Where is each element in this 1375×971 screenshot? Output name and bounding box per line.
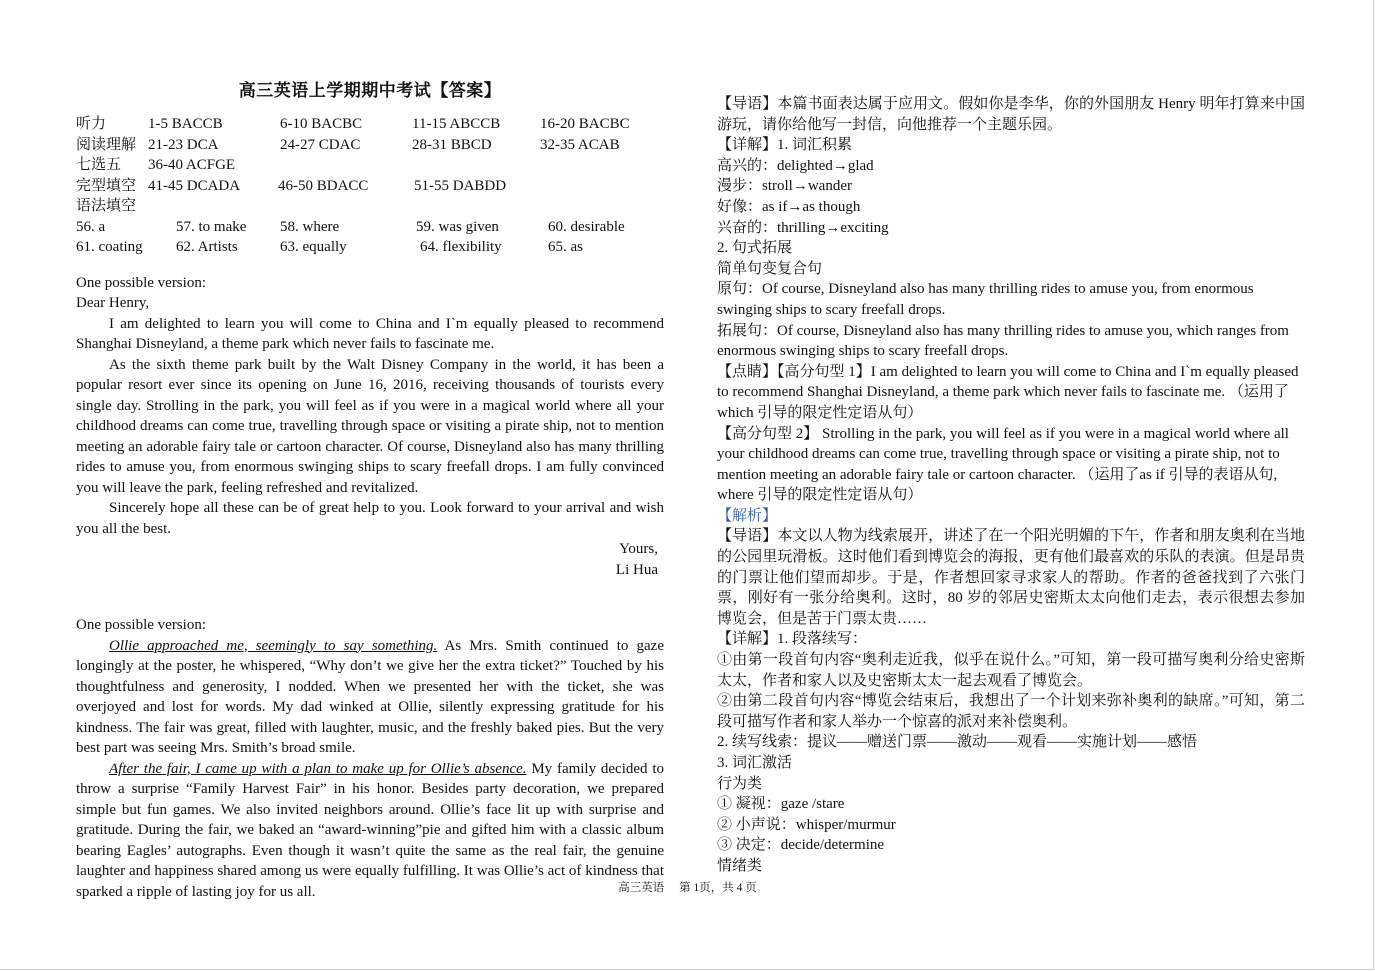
answer-row-reading: [76, 135, 664, 156]
essay2-lead-sentence: Ollie approached me, seemingly to say something.: [109, 637, 438, 654]
answer-row-cloze: [76, 176, 664, 197]
answer-cell: 61. coating: [76, 239, 143, 255]
answer-row-listening: [76, 114, 664, 135]
answer-cell: 60. desirable: [548, 218, 625, 235]
action-item: ② 小声说：whisper/murmur: [717, 816, 896, 833]
answer-cell: 57. to make: [176, 218, 247, 235]
answer-label: 语法填空: [76, 198, 137, 214]
vocab-item: 好像：as if→as though: [717, 198, 861, 215]
answer-cell: 46-50 BDACC: [278, 177, 369, 194]
answer-label: 七选五: [76, 157, 122, 173]
answer-cell: 59. was given: [416, 218, 499, 235]
essay2-lead-sentence: After the fair, I came up with a plan to make up for Ollie’s absence.: [109, 760, 527, 777]
essay1-greeting: Dear Henry,: [76, 295, 150, 311]
answer-cell: 6-10 BACBC: [280, 116, 363, 132]
essay1-closing: Yours,: [619, 541, 658, 557]
answer-row-grammar-2: [76, 237, 664, 258]
essay2-heading: One possible version:: [76, 617, 206, 633]
answer-cell: 62. Artists: [176, 239, 238, 255]
continuation-clues: 2. 续写线索：提议——赠送门票——激动——观看——实施计划——感悟: [717, 734, 1198, 751]
vocab-activation-heading: 3. 词汇激活: [717, 755, 793, 771]
essay1-paragraph: Sincerely hope all these can be of great help to you. Look forward to your arrival and wish you all the best.: [76, 500, 664, 537]
action-item: ③ 决定：decide/determine: [717, 837, 885, 854]
answer-cell: 41-45 DCADA: [148, 177, 241, 194]
action-category-heading: 行为类: [717, 775, 763, 792]
essay1-heading: One possible version:: [76, 274, 206, 291]
analysis-guide-2: 【导语】本文以人物为线索展开，讲述了在一个阳光明媚的下午，作者和朋友奥利在当地的公园里玩滑板。这时他们看到博览会的海报，更有他们最喜欢的乐队的表演。但是昂贵的门票让他们望而却步。于是，作者想回家寻求家人的帮助。作者的爸爸找到了六张门票，刚好有一张分给奥利。这时，80 岁的邻居史密斯太太向他们走去，表示很想去参加博览会，但是苦于门票太贵……: [717, 528, 1305, 627]
answer-row-seven-choice: [76, 155, 664, 176]
original-sentence: 原句：Of course, Disneyland also has many thrilling rides to amuse you, from enormous swinging ships to scary freefall drops.: [717, 281, 1254, 318]
emotion-category-heading: 情绪类: [717, 857, 763, 874]
answer-cell: 51-55 DABDD: [414, 177, 507, 194]
essay2-paragraph: [76, 636, 664, 759]
jiexi-heading: 【解析】: [717, 507, 778, 524]
vocab-item: 高兴的：delighted→glad: [717, 157, 874, 174]
highlight-sentence-2: 【高分句型 2】 Strolling in the park, you will feel as if you were in a magical world where all your childhood dreams can come true, travelling through space or visiting a pirate ship, not to mention meeting an adorable fairy tale or cartoon character. （运用了as if 引导的表语从句, where 引导的限定性定语从句）: [717, 425, 1289, 504]
answer-cell: 32-35 ACAB: [540, 136, 620, 153]
sentence-subheading: 简单句变复合句: [717, 260, 823, 277]
essay1-paragraph: I am delighted to learn you will come to China and I`m equally pleased to recommend Shanghai Disneyland, a theme park which never fails to fascinate me.: [76, 315, 664, 352]
vocab-item: 兴奋的：thrilling→exciting: [717, 219, 889, 236]
expanded-sentence: 拓展句：Of course, Disneyland also has many thrilling rides to amuse you, which ranges from enormous swinging ships to scary freefall drops.: [717, 322, 1289, 360]
paragraph-note: ②由第二段首句内容“博览会结束后，我想出了一个计划来弥补奥利的缺席。”可知，第二段可描写作者和家人举办一个惊喜的派对来补偿奥利。: [717, 693, 1305, 730]
sentence-heading: 2. 句式拓展: [717, 240, 793, 257]
answer-cell: 21-23 DCA: [148, 136, 219, 153]
answer-cell: 64. flexibility: [420, 239, 502, 255]
answer-label: 听力: [76, 116, 107, 132]
answer-cell: 1-5 BACCB: [148, 116, 223, 132]
answer-cell: 58. where: [280, 218, 340, 235]
answer-cell: 65. as: [548, 239, 583, 255]
essay1-paragraph: As the sixth theme park built by the Walt Disney Company in the world, it has been a popular resort ever since its opening on June 16, 2016, receiving thousands of tourists every single day. Strolling in the park, you will feel as if you were in a magical world where all your childhood dreams can come true, travelling through space or visiting a pirate ship, not to mention meeting an adorable fairy tale or cartoon character. Of course, Disneyland also has many thrilling rides to amuse you, from enormous swinging ships to scary freefall drops. I am fully convinced you will leave the park, feeling refreshed and revitalized.: [76, 356, 664, 496]
answer-cell: 36-40 ACFGE: [148, 157, 236, 173]
footer-subject: 高三英语: [618, 882, 665, 894]
answer-cell: 24-27 CDAC: [280, 136, 361, 153]
answer-cell: 56. a: [76, 218, 106, 235]
page-footer: [0, 879, 1375, 895]
essay2-body: As Mrs. Smith continued to gaze longingly at the poster, he whispered, “Why don’t we give her the extra ticket?” Touched by his thoughtfulness and generosity, I nodded. When we presented her with the ticket, she was overjoyed and lost for words. My dad winked at Ollie, silently expressing gratitude for his kindness. The fair was great, filled with laughter, music, and the freshly baked pies. But the very best part was seeing Mrs. Smith’s broad smile.: [76, 637, 664, 756]
answer-cell: 63. equally: [280, 239, 347, 255]
vocab-item: 漫步：stroll→wander: [717, 178, 852, 195]
paragraph-note: ①由第一段首句内容“奥利走近我，似乎在说什么。”可知，第一段可描写奥利分给史密斯太太，作者和家人以及史密斯太太一起去观看了博览会。: [717, 652, 1305, 689]
page-title: 高三英语上学期期中考试【答案】: [238, 81, 502, 100]
grammar-label-row: [76, 196, 664, 217]
left-column: [76, 114, 664, 902]
essay2-body: My family decided to throw a surprise “Family Harvest Fair” in his honor. Besides party decoration, we prepared simple but fun games. We also invited neighbors around. Ollie’s face lit up with surprise and gratitude. During the fair, we baked an “award-winning”pie and gifted him with a classic album bearing Eagles’ autographs. Even though it wasn’t quite the same as the real fair, the genuine laughter and happiness shared among us were equally fulfilling. It was Ollie’s act of kindness that sparked a ripple of lasting joy for us all.: [76, 760, 664, 900]
answer-label: 阅读理解: [76, 136, 137, 153]
essay1-signature: Li Hua: [615, 561, 658, 578]
answer-cell: 28-31 BBCD: [412, 136, 492, 153]
analysis-detail-heading-2: 【详解】1. 段落续写：: [717, 631, 868, 648]
answer-label: 完型填空: [76, 177, 137, 194]
right-column: [717, 94, 1305, 877]
highlight-sentence-1: 【点睛】【高分句型 1】I am delighted to learn you will come to China and I`m equally pleased to recommend Shanghai Disneyland, a theme park which never fails to fascinate me. （运用了 which 引导的限定性定语从句）: [717, 363, 1299, 421]
answer-cell: 16-20 BACBC: [540, 116, 630, 132]
answer-row-grammar-1: [76, 217, 664, 238]
footer-page-number: 第 1页，共 4 页: [679, 882, 757, 894]
action-item: ① 凝视：gaze /stare: [717, 796, 845, 813]
answer-cell: 11-15 ABCCB: [412, 116, 501, 132]
spacer: [76, 580, 664, 615]
analysis-guide: 【导语】本篇书面表达属于应用文。假如你是李华，你的外国朋友 Henry 明年打算来中国游玩，请你给他写一封信，向他推荐一个主题乐园。: [717, 96, 1305, 133]
analysis-detail-heading: 【详解】1. 词汇积累: [717, 137, 853, 154]
spacer: [76, 258, 664, 273]
